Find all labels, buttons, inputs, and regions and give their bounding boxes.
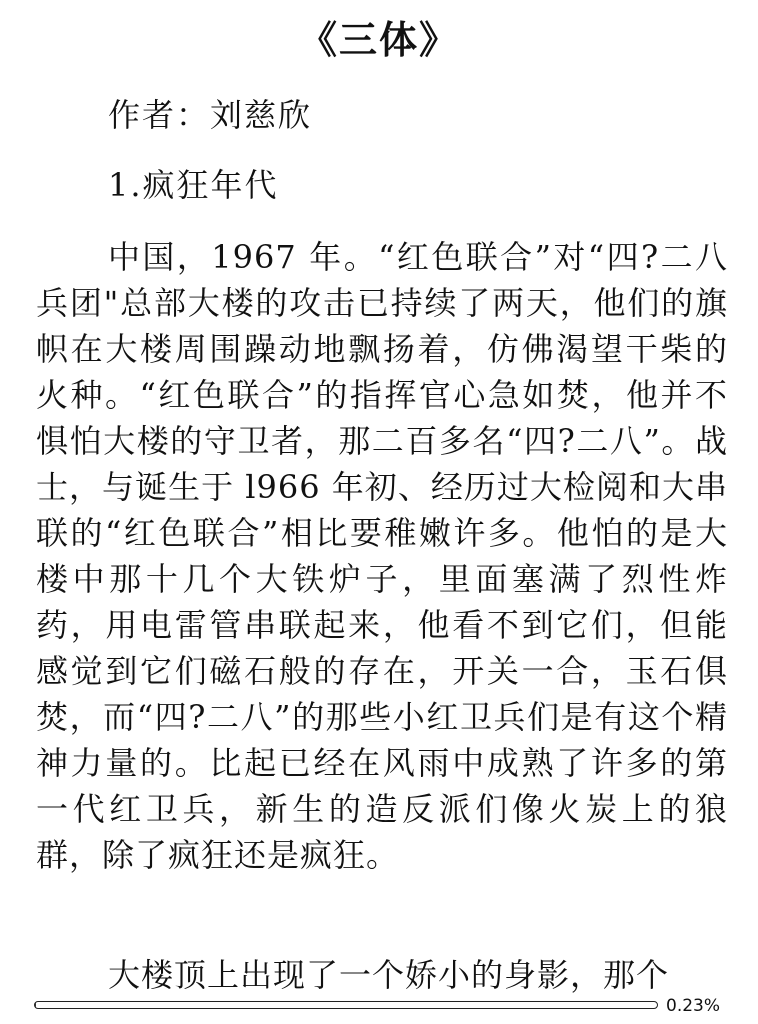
chapter-title: 1.疯狂年代 — [108, 166, 279, 204]
author-line: 作者：刘慈欣 — [108, 96, 313, 134]
body-paragraph-continued: 大楼顶上出现了一个娇小的身影，那个 — [108, 956, 670, 994]
reading-progress-fill — [35, 1002, 36, 1008]
reading-progress-percent: 0.23% — [666, 996, 721, 1016]
body-paragraph: 中国，1967 年。“红色联合”对“四?二八兵团"总部大楼的攻击已持续了两天，他们的旗帜在大楼周围躁动地飘扬着，仿佛渴望干柴的火种。“红色联合”的指挥官心急如焚，他并不惧怕大楼的守卫者，那二百多名“四?二八”。战士，与诞生于 l966 年初、经历过大检阅和大串联的“红色联合”相比要稚嫩许多。他怕的是大楼中那十几个大铁炉子，里面塞满了烈性炸药，用电雷管串联起来，他看不到它们，但能感觉到它们磁石般的存在，开关一合，玉石俱焚，而“四?二八”的那些小红卫兵们是有这个精神力量的。比起已经在风雨中成熟了许多的第一代红卫兵，新生的造反派们像火炭上的狼群，除了疯狂还是疯狂。 — [36, 238, 728, 874]
book-title: 《三体》 — [298, 17, 459, 62]
reading-progress-bar[interactable] — [34, 1001, 658, 1009]
